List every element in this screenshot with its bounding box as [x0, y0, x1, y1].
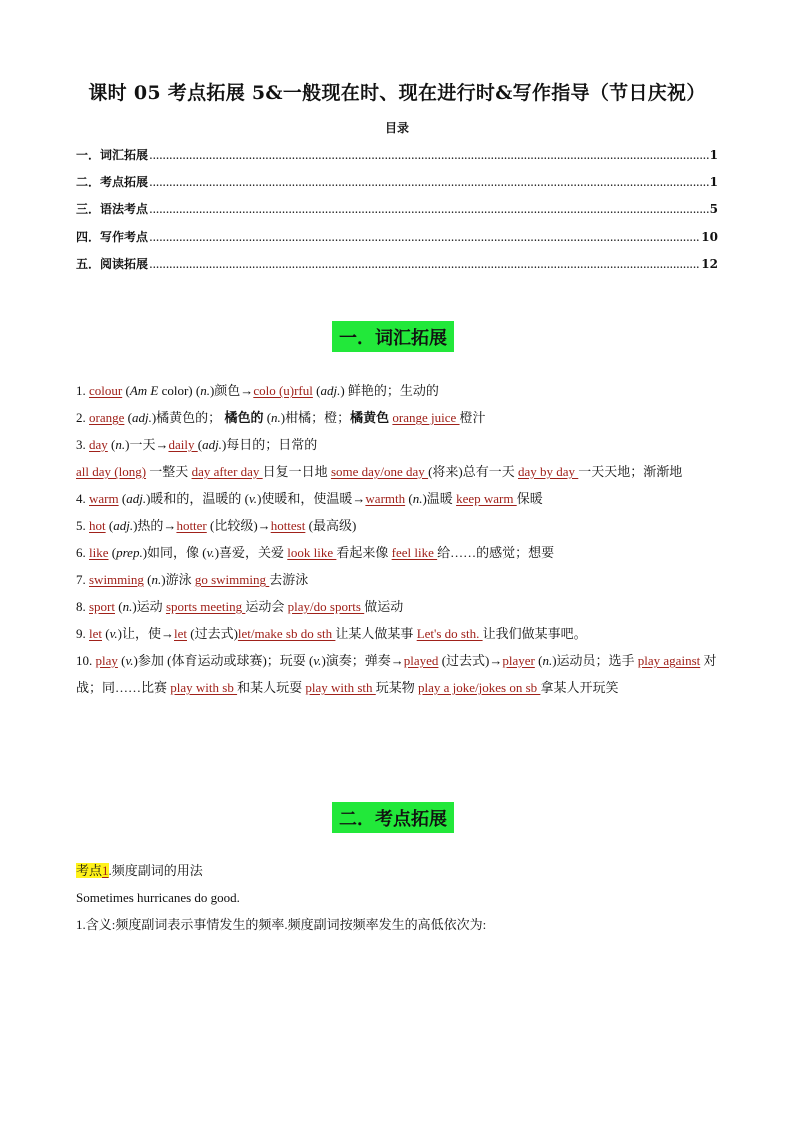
text: (	[263, 410, 272, 425]
text: )橘黄色的；	[151, 410, 225, 425]
text: (	[102, 626, 110, 641]
bold-text: 橘色的	[224, 410, 264, 425]
text: )让，使→	[117, 626, 174, 641]
key-term: day after day	[191, 464, 263, 479]
text: )运动	[132, 599, 166, 614]
toc-entry-page: 10	[701, 229, 718, 244]
key-term: let	[174, 626, 187, 641]
text: 让某人做某事	[335, 626, 417, 641]
vocab-entry-colour	[76, 377, 718, 404]
pos-tag: prep.	[116, 545, 143, 560]
toc-entry-label: 五．阅读拓展	[76, 256, 149, 271]
key-term: played	[403, 653, 439, 668]
key-term: play a joke/jokes on sb	[418, 680, 541, 695]
section-heading-vocabulary: 一．词汇拓展	[332, 321, 454, 352]
vocab-entry-day	[76, 431, 718, 458]
entry-number: 8.	[76, 599, 89, 614]
exam-point-tag	[76, 863, 109, 878]
toc-leader-dots	[149, 175, 709, 189]
toc-heading: 目录	[384, 121, 409, 135]
key-term: hotter	[176, 518, 207, 533]
toc-entry-label: 一．词汇拓展	[76, 148, 149, 162]
exam-point-block	[76, 857, 718, 938]
text: color) (	[158, 383, 201, 398]
example-sentence: Sometimes hurricanes do good.	[76, 890, 240, 905]
key-term: let/make sb do sth	[237, 626, 336, 641]
text: 看起来像	[336, 545, 392, 560]
toc-entry-page: 1	[709, 148, 718, 162]
key-term: colo (u)rful	[253, 383, 313, 398]
key-term: player	[502, 653, 535, 668]
toc-entry-page: 5	[709, 202, 718, 217]
toc-entry-label: 二．考点拓展	[76, 175, 149, 190]
bold-text: 橘黄色	[350, 410, 390, 425]
text: (	[534, 653, 543, 668]
pos-tag: v.	[313, 653, 322, 668]
text: )每日的；日常的	[221, 437, 318, 452]
pos-tag: n.	[271, 410, 281, 425]
vocabulary-list	[76, 377, 718, 701]
key-term: sport	[89, 599, 115, 614]
toc-leader-dots	[149, 230, 700, 244]
pos-tag: adj.	[131, 410, 152, 425]
key-term: play	[95, 653, 118, 668]
key-term: like	[89, 545, 109, 560]
key-term: warm	[89, 491, 119, 506]
pos-tag: v.	[125, 653, 134, 668]
pos-tag: adj.	[202, 437, 222, 452]
text: (	[115, 599, 123, 614]
variant-tag: Am E	[129, 383, 159, 398]
key-term: play/do sports	[287, 599, 365, 614]
pos-tag: n.	[115, 437, 126, 452]
page-title: 课时 05 考点拓展 5&一般现在时、现在进行时&写作指导（节日庆祝）	[88, 82, 706, 104]
key-term: keep warm	[456, 491, 517, 506]
text: (	[107, 437, 116, 452]
toc-entry[interactable]	[76, 173, 718, 200]
exam-point-title	[76, 857, 718, 884]
text: )参加 (体育运动或球赛)；玩耍 (	[133, 653, 314, 668]
text: 一天天地；渐渐地	[578, 464, 683, 479]
key-term: swimming	[89, 572, 144, 587]
key-term: hot	[89, 518, 106, 533]
entry-number: 5.	[76, 518, 89, 533]
toc-entry-label: 三．语法考点	[76, 202, 149, 217]
pos-tag: n.	[412, 491, 423, 506]
text: 做运动	[364, 599, 404, 614]
pos-tag: n.	[122, 599, 133, 614]
text: 保暖	[516, 491, 543, 506]
pos-tag: adj.	[320, 383, 341, 398]
entry-number: 4.	[76, 491, 89, 506]
key-term: warmth	[365, 491, 406, 506]
text: 拿某人开玩笑	[540, 680, 619, 695]
pos-tag: n.	[200, 383, 210, 398]
text: (	[197, 437, 203, 452]
text: )如同，像 (	[142, 545, 207, 560]
key-term: orange	[89, 410, 125, 425]
vocab-entry-sport	[76, 593, 718, 620]
key-term: all day (long)	[76, 464, 147, 479]
text: (	[143, 572, 152, 587]
text: (比较级)→	[206, 518, 271, 533]
entry-number: 6.	[76, 545, 89, 560]
entry-number: 2.	[76, 410, 89, 425]
toc-leader-dots	[149, 257, 700, 271]
text: )颜色→	[209, 383, 254, 398]
tag-number: 1	[102, 863, 109, 878]
text: (	[108, 545, 117, 560]
text: (过去式)→	[438, 653, 503, 668]
text: 日复一日地	[262, 464, 331, 479]
vocab-entry-let	[76, 620, 718, 647]
entry-number: 3.	[76, 437, 89, 452]
text: (	[405, 491, 413, 506]
text: )使暖和，使温暖→	[257, 491, 366, 506]
vocab-entry-like	[76, 539, 718, 566]
vocab-entry-play	[76, 647, 718, 701]
vocab-entry-day-phrases	[76, 458, 718, 485]
text: (过去式)	[187, 626, 238, 641]
text: (	[124, 410, 132, 425]
text: 和某人玩耍	[237, 680, 306, 695]
vocab-entry-swimming	[76, 566, 718, 593]
pos-tag: v.	[206, 545, 215, 560]
text: )柑橘；橙；	[280, 410, 351, 425]
pos-tag: v.	[249, 491, 258, 506]
text: )喜爱，关爱	[214, 545, 288, 560]
key-term: day	[89, 437, 108, 452]
pos-tag: n.	[542, 653, 553, 668]
vocab-entry-orange	[76, 404, 718, 431]
key-term: go swimming	[194, 572, 270, 587]
exam-point-label: .频度副词的用法	[108, 863, 203, 878]
text: )游泳	[161, 572, 195, 587]
pos-tag: n.	[151, 572, 162, 587]
key-term: Let's do sth.	[416, 626, 483, 641]
text: 让我们做某事吧。	[482, 626, 587, 641]
text: )运动员；选手	[552, 653, 638, 668]
toc-leader-dots	[149, 148, 709, 162]
text: 一整天	[146, 464, 192, 479]
toc-entry-label: 四．写作考点	[76, 229, 149, 244]
entry-number: 1.	[76, 383, 89, 398]
key-term: let	[89, 626, 102, 641]
text: )温暖	[422, 491, 457, 506]
text: )一天→	[125, 437, 169, 452]
text: (	[312, 383, 321, 398]
text: 玩某物	[375, 680, 419, 695]
key-term: play against	[637, 653, 701, 668]
toc-entry[interactable]	[76, 146, 718, 173]
key-term: play with sb	[170, 680, 238, 695]
toc-entry[interactable]	[76, 255, 718, 282]
text: )暖和的，温暖的 (	[146, 491, 249, 506]
key-term: sports meeting	[165, 599, 246, 614]
text: 对战；同……比赛	[76, 653, 717, 695]
vocab-entry-warm	[76, 485, 718, 512]
text: (将来)总有一天	[428, 464, 518, 479]
toc-entry[interactable]	[76, 200, 718, 227]
tag-text: 考点	[76, 863, 103, 878]
toc-leader-dots	[149, 202, 709, 216]
section-heading-exam-points: 二．考点拓展	[332, 802, 454, 833]
text: (最高级)	[305, 518, 357, 533]
vocab-entry-hot	[76, 512, 718, 539]
definition-text: 1.含义:频度副词表示事情发生的频率.频度副词按频率发生的高低依次为:	[76, 917, 487, 932]
table-of-contents	[76, 146, 718, 282]
key-term: day by day	[517, 464, 579, 479]
text: (	[122, 383, 130, 398]
key-term: look like	[287, 545, 337, 560]
text: )演奏；弹奏→	[321, 653, 404, 668]
pos-tag: adj.	[126, 491, 147, 506]
text: (	[118, 491, 127, 506]
key-term: orange juice	[392, 410, 460, 425]
entry-number: 9.	[76, 626, 89, 641]
text: (	[117, 653, 126, 668]
pos-tag: adj.	[113, 518, 134, 533]
text: 橙汁	[459, 410, 486, 425]
key-term: hottest	[270, 518, 306, 533]
pos-tag: v.	[109, 626, 118, 641]
text: 给……的感觉；想要	[437, 545, 555, 560]
entry-number: 10.	[76, 653, 96, 668]
text: )热的→	[133, 518, 177, 533]
toc-entry[interactable]	[76, 228, 718, 255]
key-term: some day/one day	[330, 464, 429, 479]
toc-entry-page: 12	[701, 256, 718, 271]
toc-entry-page: 1	[709, 175, 718, 190]
text: ) 鲜艳的；生动的	[340, 383, 439, 398]
text: (	[105, 518, 114, 533]
key-term: feel like	[391, 545, 438, 560]
text: 去游泳	[269, 572, 309, 587]
text: 运动会	[245, 599, 288, 614]
key-term: play with sth	[305, 680, 376, 695]
key-term: colour	[89, 383, 123, 398]
entry-number: 7.	[76, 572, 89, 587]
key-term: daily	[168, 437, 198, 452]
